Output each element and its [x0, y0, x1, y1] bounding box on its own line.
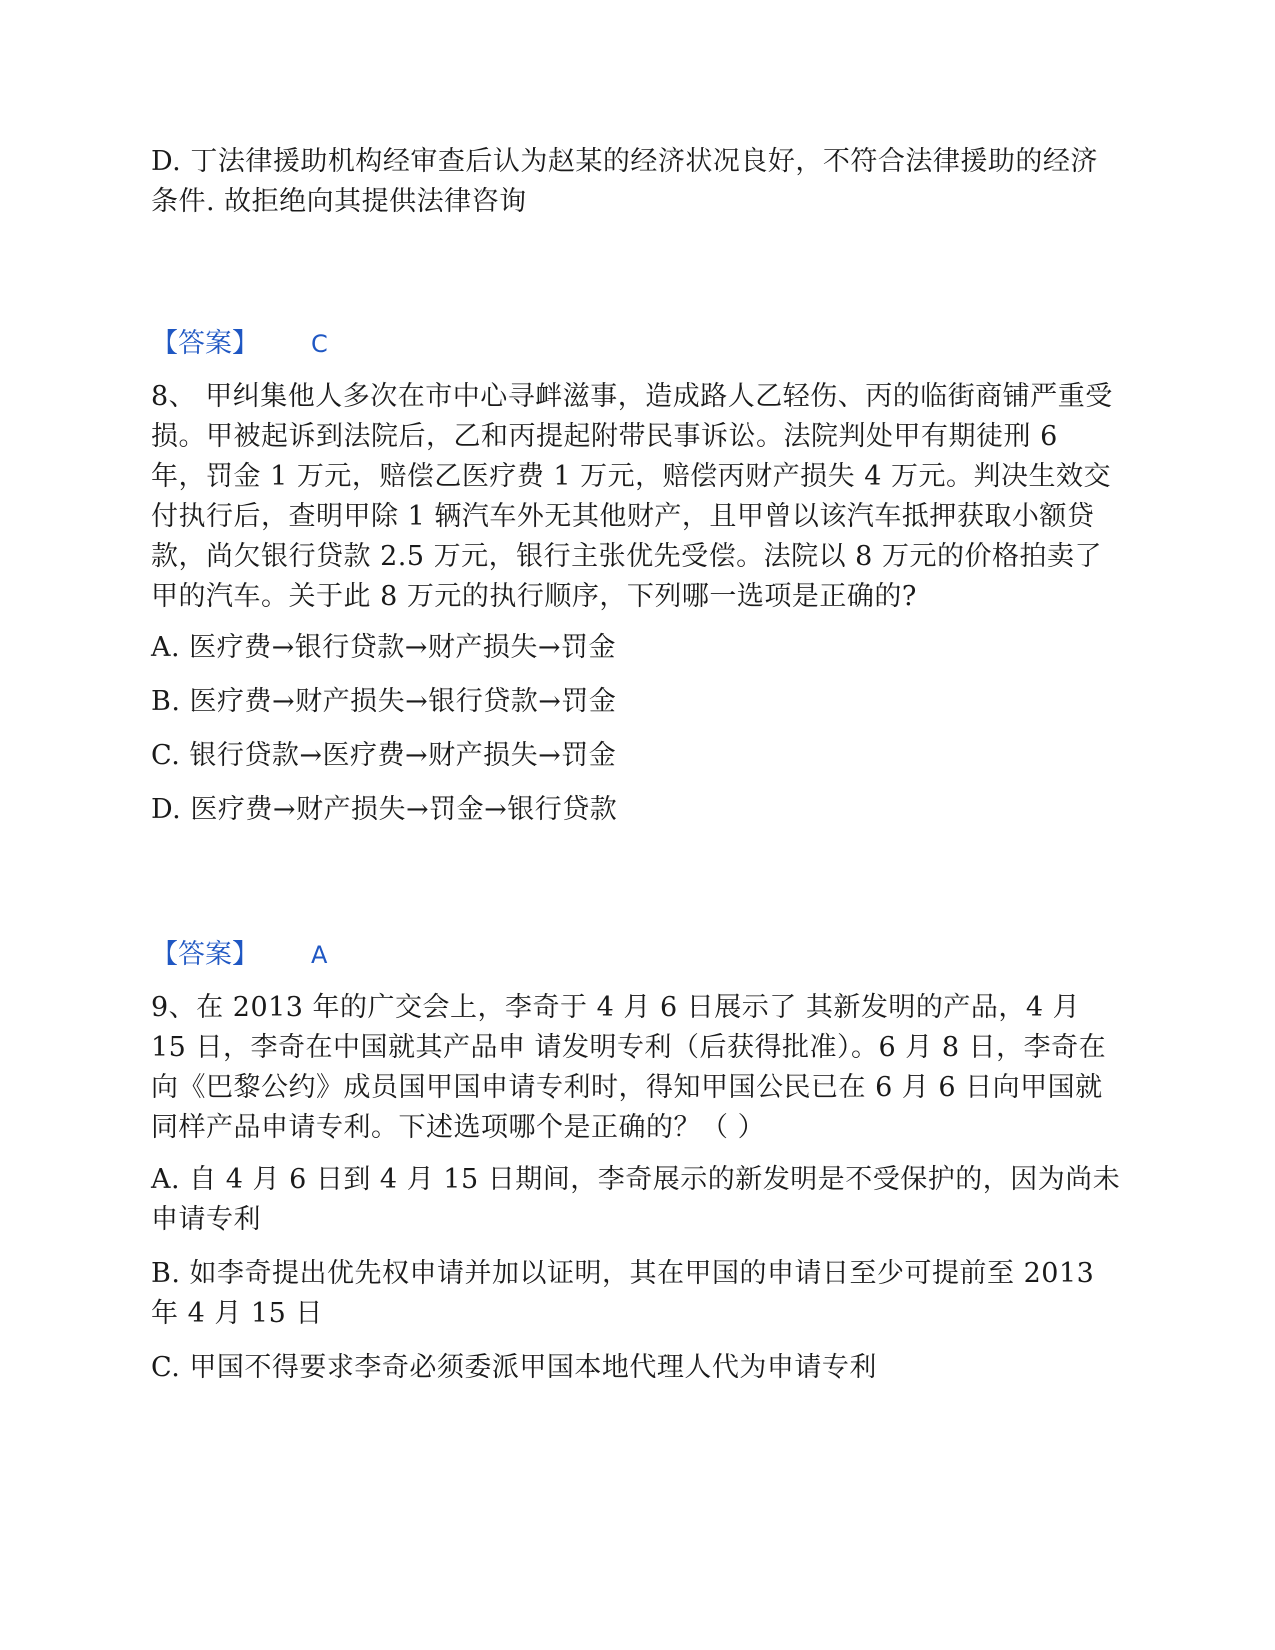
q8-option-c-block [151, 736, 1121, 776]
q8-option-b-block [151, 682, 1121, 722]
answer-value: C [311, 330, 328, 358]
q8-option-b: B. 医疗费→财产损失→银行贷款→罚金 [151, 686, 617, 717]
q9-option-a: A. 自 4 月 6 日到 4 月 15 日期间，李奇展示的新发明是不受保护的，因为尚未申请专利 [151, 1164, 1121, 1235]
answer-value: A [311, 941, 328, 969]
q8-option-d: D. 医疗费→财产损失→罚金→银行贷款 [151, 794, 618, 825]
q9-option-b: B. 如李奇提出优先权申请并加以证明，其在甲国的申请日至少可提前至 2013 年 4 月 15 日 [151, 1258, 1095, 1329]
q8-option-c: C. 银行贷款→医疗费→财产损失→罚金 [151, 740, 617, 771]
question-9 [151, 988, 1121, 1148]
answer-label: 【答案】 [151, 939, 259, 970]
q8-option-d-block [151, 790, 1121, 830]
answer-label: 【答案】 [151, 328, 259, 359]
question-8 [151, 377, 1121, 617]
answer-7 [151, 324, 1121, 364]
q8-option-a-block [151, 628, 1121, 668]
q9-option-a-block [151, 1160, 1121, 1240]
q9-option-b-block [151, 1254, 1121, 1334]
q8-option-a: A. 医疗费→银行贷款→财产损失→罚金 [151, 632, 617, 663]
q7-option-d: D. 丁法律援助机构经审查后认为赵某的经济状况良好，不符合法律援助的经济条件. 故拒绝向其提供法律咨询 [151, 146, 1098, 217]
question-7-option-d-block [151, 142, 1121, 222]
q8-stem: 8、 甲纠集他人多次在市中心寻衅滋事，造成路人乙轻伤、丙的临街商铺严重受损。甲被起诉到法院后，乙和丙提起附带民事诉讼。法院判处甲有期徒刑 6 年，罚金 1 万元，赔偿乙医疗费 1 万元，赔偿丙财产损失 4 万元。判决生效交付执行后，查明甲除 1 辆汽车外无其他财产，且甲曾以该汽车抵押获取小额贷款，尚欠银行贷款 2.5 万元，银行主张优先受偿。法院以 8 万元的价格拍卖了甲的汽车。关于此 8 万元的执行顺序，下列哪一选项是正确的? [151, 381, 1113, 612]
answer-8 [151, 935, 1121, 975]
q9-option-c: C. 甲国不得要求李奇必须委派甲国本地代理人代为申请专利 [151, 1352, 877, 1383]
q9-stem: 9、在 2013 年的广交会上，李奇于 4 月 6 日展示了 其新发明的产品，4 月 15 日，李奇在中国就其产品申 请发明专利（后获得批准）。6 月 8 日，李奇在向《巴黎公约》成员国甲国申请专利时，得知甲国公民已在 6 月 6 日向甲国就同样产品申请专利。下述选项哪个是正确的？（ ） [151, 992, 1107, 1143]
q9-option-c-block [151, 1348, 1121, 1388]
